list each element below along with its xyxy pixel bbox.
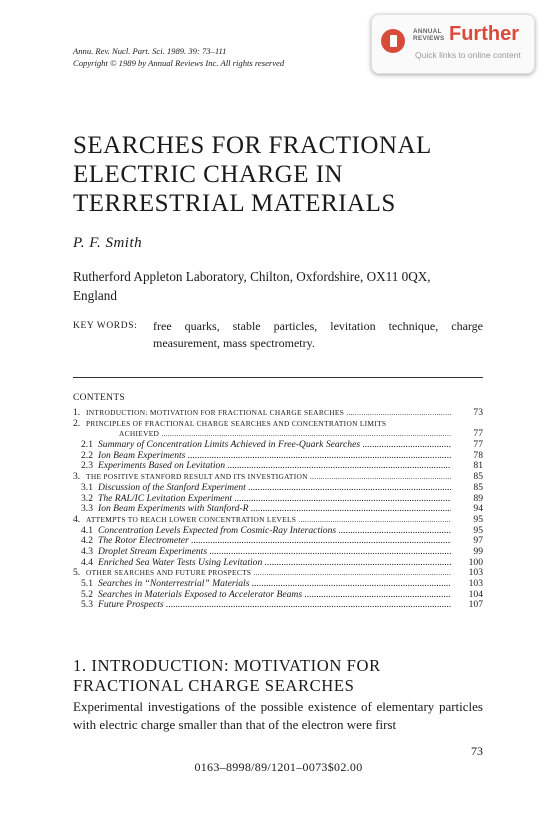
toc-entry-number: 5.3 <box>81 599 93 611</box>
toc-entry-page: 94 <box>473 503 483 515</box>
toc-entry-title: ATTEMPTS TO REACH LOWER CONCENTRATION LEVELS ..... <box>86 515 451 526</box>
footer-code: 0163–8998/89/1201–0073$02.00 <box>194 760 363 774</box>
toc-entry-number: 5.2 <box>81 588 93 600</box>
toc-entry-page: 77 <box>473 439 483 451</box>
title-line: SEARCHES FOR FRACTIONAL <box>73 132 432 159</box>
toc-entry-title: Ion Beam Experiments ..... <box>98 451 451 462</box>
toc-entry[interactable] <box>73 526 483 537</box>
toc-entry-number: 5. <box>73 567 81 579</box>
toc-entry-page: 104 <box>468 588 483 600</box>
toc-entry-title: THE POSITIVE STANFORD RESULT AND ITS INVESTIGATION ..... <box>86 472 451 483</box>
toc-entry-number: 4.2 <box>81 535 93 547</box>
toc-entry-page: 103 <box>468 578 483 589</box>
toc-entry-number: 3.2 <box>81 492 93 504</box>
toc-entry[interactable] <box>73 558 483 569</box>
toc-entry-title: Discussion of the Stanford Experiment ..... <box>98 483 451 494</box>
toc-entry[interactable] <box>73 590 483 601</box>
toc-entry-title: Summary of Concentration Limits Achieved in Free-Quark Searches ..... <box>98 440 451 451</box>
toc-entry[interactable] <box>73 579 483 590</box>
journal-header <box>73 45 284 69</box>
toc-entry-number: 4.1 <box>81 524 93 536</box>
toc-entry-title: The Rotor Electrometer ..... <box>98 536 451 547</box>
toc-entry-title: Droplet Stream Experiments ..... <box>98 547 451 558</box>
toc-entry-number: 5.1 <box>81 578 93 589</box>
author-name: P. F. Smith <box>73 235 143 251</box>
toc-entry-number: 4. <box>73 513 81 525</box>
toc-entry[interactable] <box>73 408 483 419</box>
toc-entry[interactable] <box>73 472 483 483</box>
toc-entry-page: 107 <box>468 599 483 611</box>
toc-entry-title: Searches in “Nonterrestrial” Materials ..... <box>98 579 451 590</box>
toc-entry-number: 4.3 <box>81 545 93 557</box>
badge-logo-line1: ANNUAL <box>413 28 442 35</box>
toc-entry-title: Searches in Materials Exposed to Accelerator Beams ..... <box>98 590 451 601</box>
divider <box>73 377 483 378</box>
keywords-text: free quarks, stable particles, levitation technique, charge measurement, mass spectrometry. <box>153 319 483 350</box>
toc-entry[interactable] <box>73 429 483 440</box>
title-line: TERRESTRIAL MATERIALS <box>73 190 396 217</box>
badge-subtitle: Quick links to online content <box>415 50 521 60</box>
toc-entry-title: Experiments Based on Levitation ..... <box>98 461 451 472</box>
annual-reviews-logo-icon <box>381 29 405 53</box>
title-line: ELECTRIC CHARGE IN <box>73 161 344 188</box>
toc-entry[interactable] <box>73 504 483 515</box>
toc-entry-page: 85 <box>473 481 483 493</box>
toc-entry-number: 3.1 <box>81 481 93 493</box>
toc-entry[interactable] <box>73 419 483 430</box>
badge-logo-line2: REVIEWS <box>413 35 445 42</box>
toc-entry-title: Future Prospects ..... <box>98 600 451 611</box>
body-paragraph: Experimental investigations of the possible existence of elementary particles with electric charge smaller than that of the electron were first <box>73 699 483 732</box>
toc-entry[interactable] <box>73 600 483 611</box>
page-number: 73 <box>471 744 483 758</box>
copyright-line: Copyright © 1989 by Annual Reviews Inc. All rights reserved <box>73 58 285 68</box>
toc-entry-number: 2. <box>73 417 81 429</box>
toc-entry-page: 103 <box>468 567 483 579</box>
toc-entry-number: 1. <box>73 407 81 418</box>
further-reviews-badge[interactable] <box>371 14 535 74</box>
toc-entry-page: 95 <box>473 513 483 525</box>
toc-entry[interactable] <box>73 547 483 558</box>
toc-entry-page: 78 <box>473 449 483 461</box>
toc-entry-page: 100 <box>468 556 483 568</box>
toc-entry-number: 2.2 <box>81 449 93 461</box>
toc-entry[interactable] <box>73 483 483 494</box>
toc-entry-page: 97 <box>473 535 483 547</box>
article-title <box>73 131 493 218</box>
toc-entry[interactable] <box>73 568 483 579</box>
table-of-contents <box>73 408 483 611</box>
affiliation-line: Rutherford Appleton Laboratory, Chilton, Oxfordshire, OX11 0QX, <box>73 269 431 284</box>
affiliation-line: England <box>73 288 117 303</box>
toc-entry-title: Concentration Levels Expected from Cosmic-Ray Interactions ..... <box>98 526 451 537</box>
toc-entry-number: 3.3 <box>81 503 93 515</box>
toc-entry[interactable] <box>73 515 483 526</box>
toc-entry-title: INTRODUCTION: MOTIVATION FOR FRACTIONAL CHARGE SEARCHES ..... <box>86 408 451 419</box>
toc-entry-page: 77 <box>473 428 483 440</box>
toc-entry-title: Enriched Sea Water Tests Using Levitation ..... <box>98 558 451 569</box>
toc-entry-title: PRINCIPLES OF FRACTIONAL CHARGE SEARCHES AND CONCENTRATION LIMITS <box>86 418 387 428</box>
toc-entry-title: Ion Beam Experiments with Stanford-R ..... <box>98 504 451 515</box>
toc-entry-page: 85 <box>473 471 483 483</box>
toc-entry-number: 4.4 <box>81 556 93 568</box>
section-heading <box>73 656 493 696</box>
toc-entry[interactable] <box>73 440 483 451</box>
badge-title: Further <box>449 23 519 45</box>
toc-entry[interactable] <box>73 536 483 547</box>
toc-entry-title: The RAL/IC Levitation Experiment ..... <box>98 494 451 505</box>
toc-entry-title: ACHIEVED ..... <box>119 429 451 440</box>
section-heading-line: FRACTIONAL CHARGE SEARCHES <box>73 676 355 695</box>
toc-entry-page: 73 <box>473 407 483 418</box>
toc-entry-page: 89 <box>473 492 483 504</box>
toc-entry-title: OTHER SEARCHES AND FUTURE PROSPECTS ..... <box>86 568 451 579</box>
toc-entry[interactable] <box>73 451 483 462</box>
section-heading-line: 1. INTRODUCTION: MOTIVATION FOR <box>73 656 381 675</box>
toc-entry-page: 81 <box>473 460 483 472</box>
toc-entry-number: 2.3 <box>81 460 93 472</box>
toc-entry-page: 95 <box>473 524 483 536</box>
keywords-label: KEY WORDS: <box>73 321 138 331</box>
toc-entry-page: 99 <box>473 545 483 557</box>
journal-citation: Annu. Rev. Nucl. Part. Sci. 1989. 39: 73–111 <box>73 46 227 56</box>
toc-entry-number: 3. <box>73 471 81 483</box>
badge-logo-text <box>413 28 445 42</box>
toc-entry[interactable] <box>73 461 483 472</box>
contents-heading: CONTENTS <box>73 393 126 403</box>
toc-entry-number: 2.1 <box>81 439 93 451</box>
toc-entry[interactable] <box>73 494 483 505</box>
author-affiliation <box>73 267 493 305</box>
